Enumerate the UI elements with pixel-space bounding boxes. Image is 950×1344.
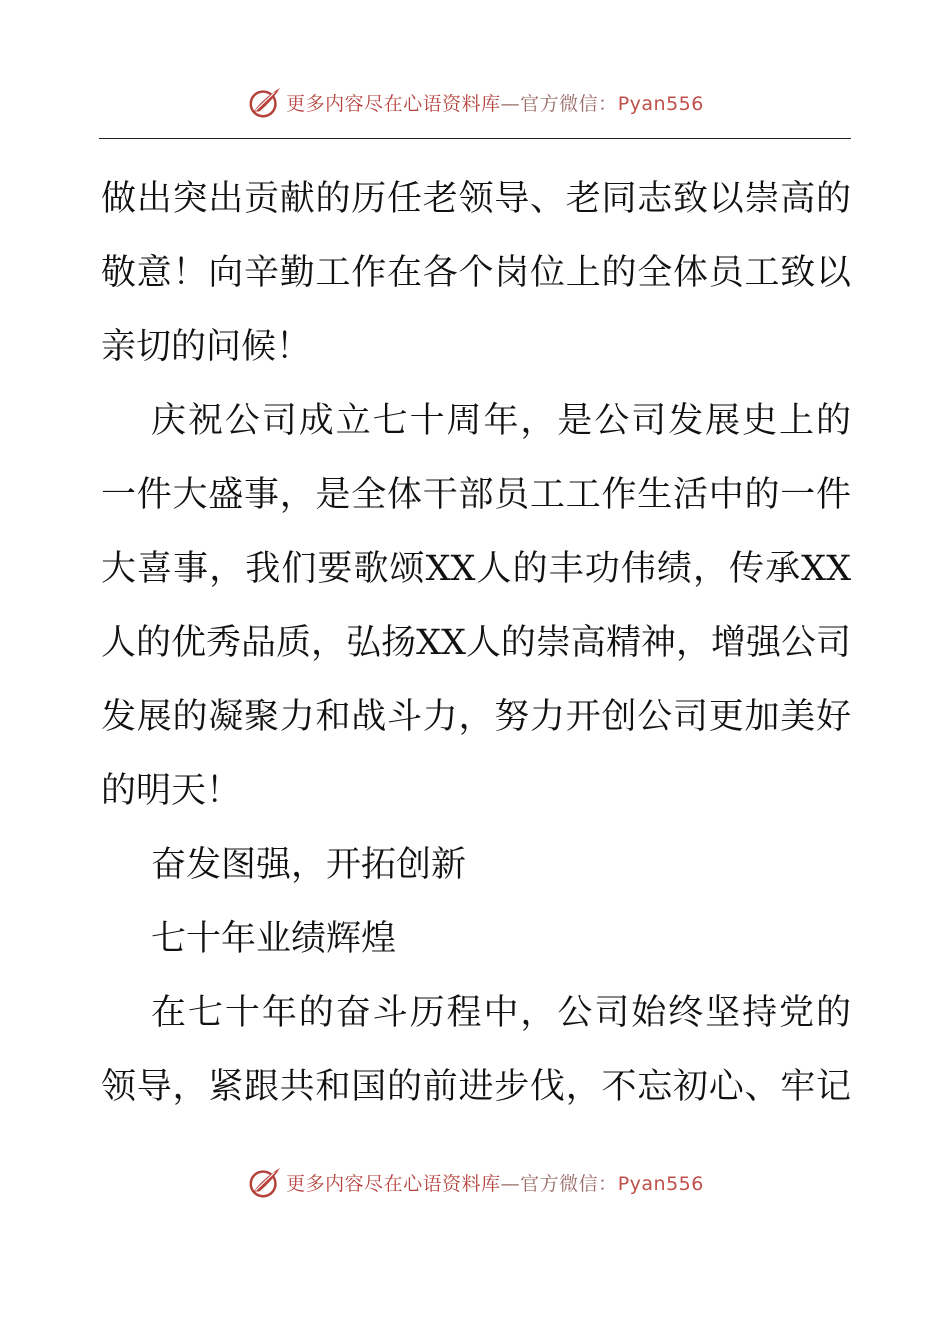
header-divider: [99, 138, 851, 139]
footer-label: 官方微信：: [520, 1172, 618, 1195]
subheading-line: 七十年业绩辉煌: [151, 919, 397, 959]
document-body: [101, 162, 851, 1124]
quill-pen-logo-icon: [246, 1163, 284, 1201]
footer-brand: 更多内容尽在心语资料库: [286, 1172, 501, 1195]
header-wechat-id: Pyan556: [617, 92, 704, 115]
quill-pen-logo-icon: [246, 83, 284, 121]
header-watermark-text: [286, 89, 704, 116]
header-dash: —: [500, 92, 521, 115]
text-line: 一件大盛事，是全体干部员工工作生活中的一件: [101, 475, 851, 515]
footer-dash: —: [500, 1172, 521, 1195]
text-line: 做出突出贡献的历任老领导、老同志致以崇高的: [101, 179, 851, 219]
text-line: 庆祝公司成立七十周年，是公司发展史上的: [151, 401, 851, 441]
text-line: 在七十年的奋斗历程中，公司始终坚持党的: [151, 993, 851, 1033]
subheading-line: 奋发图强，开拓创新: [151, 845, 467, 885]
text-line: 大喜事，我们要歌颂XX人的丰功伟绩，传承XX: [101, 549, 851, 589]
text-line: 发展的凝聚力和战斗力，努力开创公司更加美好: [101, 697, 851, 737]
page-footer: [0, 1162, 950, 1202]
text-line: 的明天！: [101, 771, 242, 811]
page-header: [0, 82, 950, 122]
footer-wechat-id: Pyan556: [617, 1172, 704, 1195]
header-label: 官方微信：: [520, 92, 618, 115]
text-line: 亲切的问候！: [101, 327, 312, 367]
header-brand: 更多内容尽在心语资料库: [286, 92, 501, 115]
text-line: 敬意！向辛勤工作在各个岗位上的全体员工致以: [101, 253, 851, 293]
footer-watermark-text: [286, 1169, 704, 1196]
text-line: 人的优秀品质，弘扬XX人的崇高精神，增强公司: [101, 623, 851, 663]
text-line: 领导，紧跟共和国的前进步伐，不忘初心、牢记: [101, 1067, 851, 1107]
